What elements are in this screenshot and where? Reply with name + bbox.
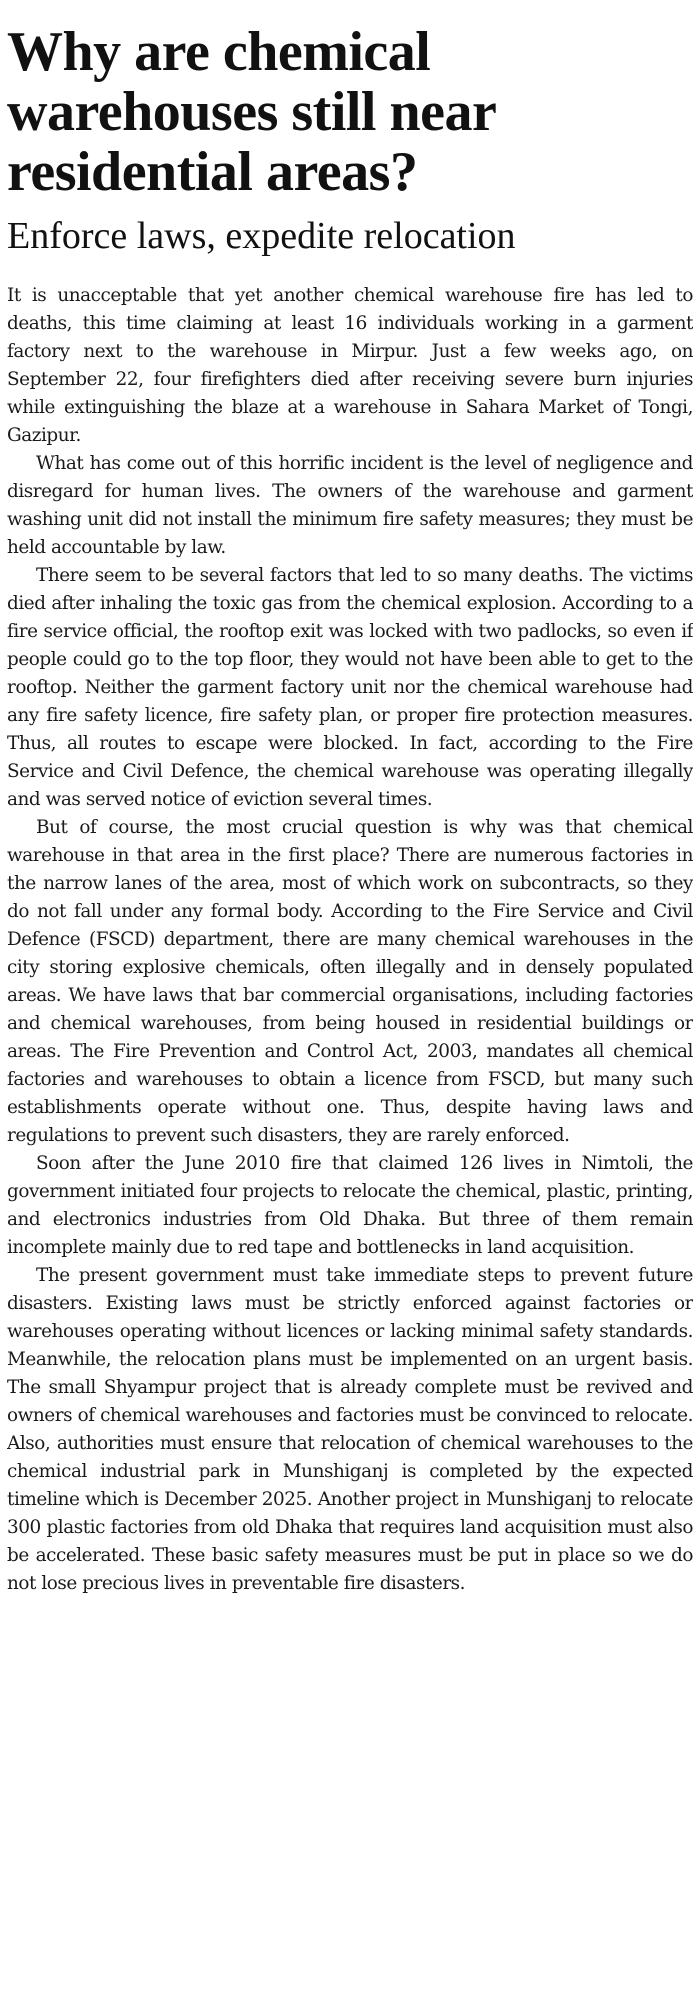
paragraph-2: What has come out of this horrific incident is the level of negligence and disregard for human lives. The owners of the warehouse and garment washing unit did not install the minimum fire safety measures; they must be held accountable by law. xyxy=(7,453,693,558)
paragraph-6: The present government must take immediate steps to prevent future disasters. Existing laws must be strictly enforced against factories or warehouses operating without licences or lacking minimal safety standards. Meanwhile, the relocation plans must be implemented on an urgent basis. The small Shyampur project that is already complete must be revived and owners of chemical warehouses and factories must be convinced to relocate. Also, authorities must ensure that relocation of chemical warehouses to the chemical industrial park in Munshiganj is completed by the expected timeline which is December 2025. Another project in Munshiganj to relocate 300 plastic factories from old Dhaka that requires land acquisition must also be accelerated. These basic safety measures must be put in place so we do not lose precious lives in preventable fire disasters. xyxy=(7,1265,693,1594)
article-body xyxy=(7,282,693,1598)
editorial-article xyxy=(7,0,693,1993)
paragraph-1: It is unacceptable that yet another chemical warehouse fire has led to deaths, this time claiming at least 16 individuals working in a garment factory next to the warehouse in Mirpur. Just a few weeks ago, on September 22, four firefighters died after receiving severe burn injuries while extinguishing the blaze at a warehouse in Sahara Market of Tongi, Gazipur. xyxy=(7,285,693,446)
subheadline: Enforce laws, expedite relocation xyxy=(7,215,516,257)
paragraph-5: Soon after the June 2010 fire that claimed 126 lives in Nimtoli, the government initiated four projects to relocate the chemical, plastic, printing, and electronics industries from Old Dhaka. But three of them remain incomplete mainly due to red tape and bottlenecks in land acquisition. xyxy=(7,1153,693,1258)
paragraph-3: There seem to be several factors that led to so many deaths. The victims died after inhaling the toxic gas from the chemical explosion. According to a fire service official, the rooftop exit was locked with two padlocks, so even if people could go to the top floor, they would not have been able to get to the rooftop. Neither the garment factory unit nor the chemical warehouse had any fire safety licence, fire safety plan, or proper fire protection measures. Thus, all routes to escape were blocked. In fact, according to the Fire Service and Civil Defence, the chemical warehouse was operating illegally and was served notice of eviction several times. xyxy=(7,565,693,810)
paragraph-4: But of course, the most crucial question is why was that chemical warehouse in that area in the first place? There are numerous factories in the narrow lanes of the area, most of which work on subcontracts, so they do not fall under any formal body. According to the Fire Service and Civil Defence (FSCD) department, there are many chemical warehouses in the city storing explosive chemicals, often illegally and in densely populated areas. We have laws that bar commercial organisations, including factories and chemical warehouses, from being housed in residential buildings or areas. The Fire Prevention and Control Act, 2003, mandates all chemical factories and warehouses to obtain a licence from FSCD, but many such establishments operate without one. Thus, despite having laws and regulations to prevent such disasters, they are rarely enforced. xyxy=(7,817,693,1146)
headline: Why are chemical warehouses still near residential areas? xyxy=(7,21,496,203)
